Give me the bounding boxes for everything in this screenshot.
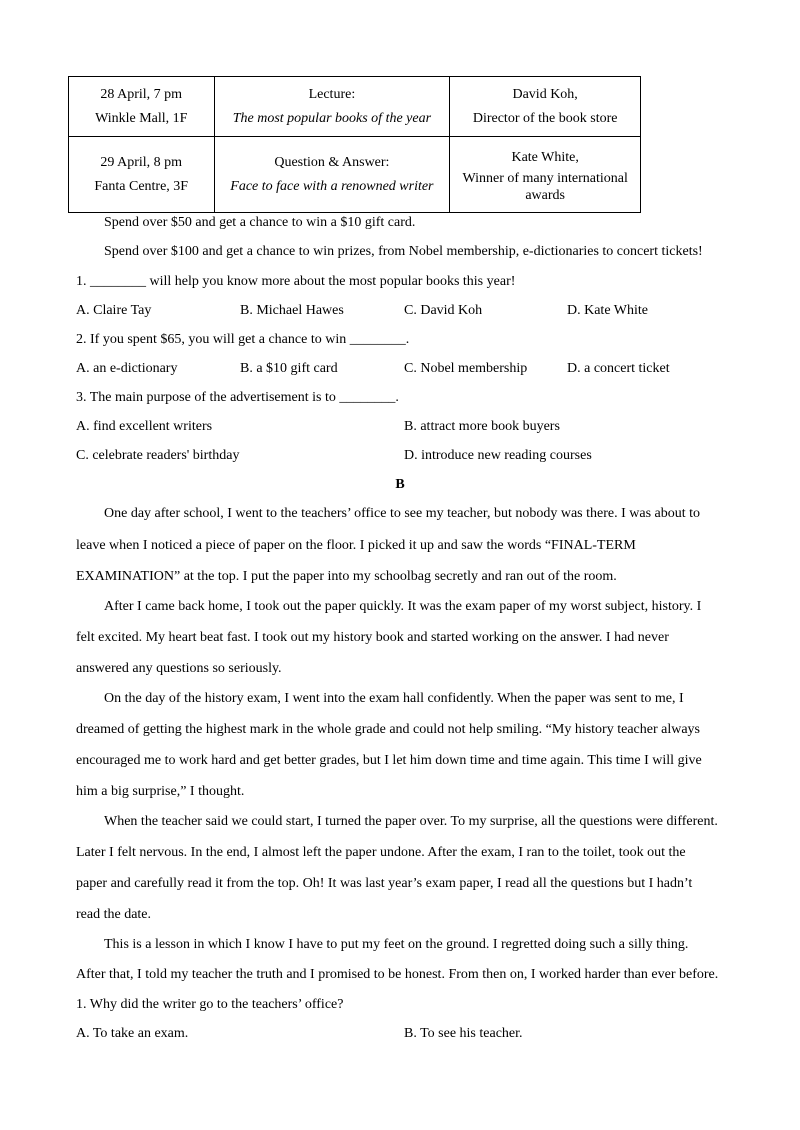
question-a3-option-c[interactable]: C. celebrate readers' birthday [76, 448, 240, 463]
question-a2-option-d[interactable]: D. a concert ticket [567, 361, 670, 376]
passage-line: On the day of the history exam, I went into the exam hall confidently. When the paper was sent to me, I [104, 691, 684, 706]
question-a2-stem: 2. If you spent $65, you will get a chance to win ________. [76, 332, 410, 347]
events-table [68, 76, 641, 213]
event-1-host-role: Director of the book store [472, 110, 618, 126]
event-2-time: 29 April, 8 pm [100, 154, 183, 170]
question-a1-option-c[interactable]: C. David Koh [404, 303, 483, 318]
passage-line: This is a lesson in which I know I have to put my feet on the ground. I regretted doing such a silly thing. [104, 937, 689, 952]
question-a2-option-c[interactable]: C. Nobel membership [404, 361, 528, 376]
passage-line: leave when I noticed a piece of paper on the floor. I picked it up and saw the words “FINAL-TERM [76, 538, 636, 553]
event-2-title: Face to face with a renowned writer [230, 178, 434, 194]
event-1-title: The most popular books of the year [232, 110, 432, 126]
passage-line: dreamed of getting the highest mark in the whole grade and could not help smiling. “My history teacher always [76, 722, 700, 737]
question-a2-option-a[interactable]: A. an e-dictionary [76, 361, 178, 376]
event-2-type: Question & Answer: [274, 154, 390, 170]
question-b1-stem: 1. Why did the writer go to the teachers’ office? [76, 997, 344, 1012]
event-row-2 [69, 137, 641, 213]
section-b-title: B [395, 477, 405, 492]
event-1-when-where [69, 77, 215, 137]
question-a3-option-d[interactable]: D. introduce new reading courses [404, 448, 592, 463]
passage-line: One day after school, I went to the teachers’ office to see my teacher, but nobody was there. I was about to [104, 506, 701, 521]
question-a1-option-b[interactable]: B. Michael Hawes [240, 303, 344, 318]
event-1-who [450, 77, 641, 137]
passage-line: him a big surprise,” I thought. [76, 784, 245, 799]
event-2-place: Fanta Centre, 3F [94, 178, 189, 194]
passage-line: read the date. [76, 907, 152, 922]
passage-line: answered any questions so seriously. [76, 661, 282, 676]
passage-line: felt excited. My heart beat fast. I took out my history book and started working on the answer. I had never [76, 630, 669, 645]
passage-line: After I came back home, I took out the paper quickly. It was the exam paper of my worst subject, history. I [104, 599, 702, 614]
question-a1-stem: 1. ________ will help you know more about the most popular books this year! [76, 274, 516, 289]
passage-line: When the teacher said we could start, I turned the paper over. To my surprise, all the questions were different. [104, 814, 718, 829]
question-a3-option-b[interactable]: B. attract more book buyers [404, 419, 560, 434]
question-a1-option-d[interactable]: D. Kate White [567, 303, 648, 318]
offer-line-1: Spend over $50 and get a chance to win a $10 gift card. [104, 215, 416, 230]
passage-line: EXAMINATION” at the top. I put the paper into my schoolbag secretly and ran out of the room. [76, 569, 617, 584]
question-a3-option-a[interactable]: A. find excellent writers [76, 419, 213, 434]
event-1-time: 28 April, 7 pm [100, 86, 183, 102]
event-2-when-where [69, 137, 215, 213]
passage-line: paper and carefully read it from the top. Oh! It was last year’s exam paper, I read all the questions but I hadn’t [76, 876, 693, 891]
event-1-what [214, 77, 450, 137]
passage-line: encouraged me to work hard and get better grades, but I let him down time and time again. This time I will give [76, 753, 702, 768]
event-1-place: Winkle Mall, 1F [95, 110, 188, 126]
event-2-what [214, 137, 450, 213]
event-2-who [450, 137, 641, 213]
question-a1-option-a[interactable]: A. Claire Tay [76, 303, 152, 318]
event-2-host-name: Kate White, [511, 149, 579, 165]
question-b1-option-a[interactable]: A. To take an exam. [76, 1026, 189, 1041]
passage-line: Later I felt nervous. In the end, I almost left the paper undone. After the exam, I ran to the toilet, took out the [76, 845, 686, 860]
question-b1-option-b[interactable]: B. To see his teacher. [404, 1026, 523, 1041]
event-1-host-name: David Koh, [512, 86, 578, 102]
passage-line: After that, I told my teacher the truth and I promised to be honest. From then on, I worked harder than ever before. [76, 967, 719, 982]
event-1-type: Lecture: [308, 86, 356, 102]
question-a3-stem: 3. The main purpose of the advertisement is to ________. [76, 390, 399, 405]
event-2-host-role-line2: awards [525, 187, 565, 203]
event-2-host-role-line1: Winner of many international [462, 170, 628, 186]
question-a2-option-b[interactable]: B. a $10 gift card [240, 361, 338, 376]
offer-line-2: Spend over $100 and get a chance to win prizes, from Nobel membership, e-dictionaries to concert tickets! [104, 244, 703, 259]
event-row-1 [69, 77, 641, 137]
